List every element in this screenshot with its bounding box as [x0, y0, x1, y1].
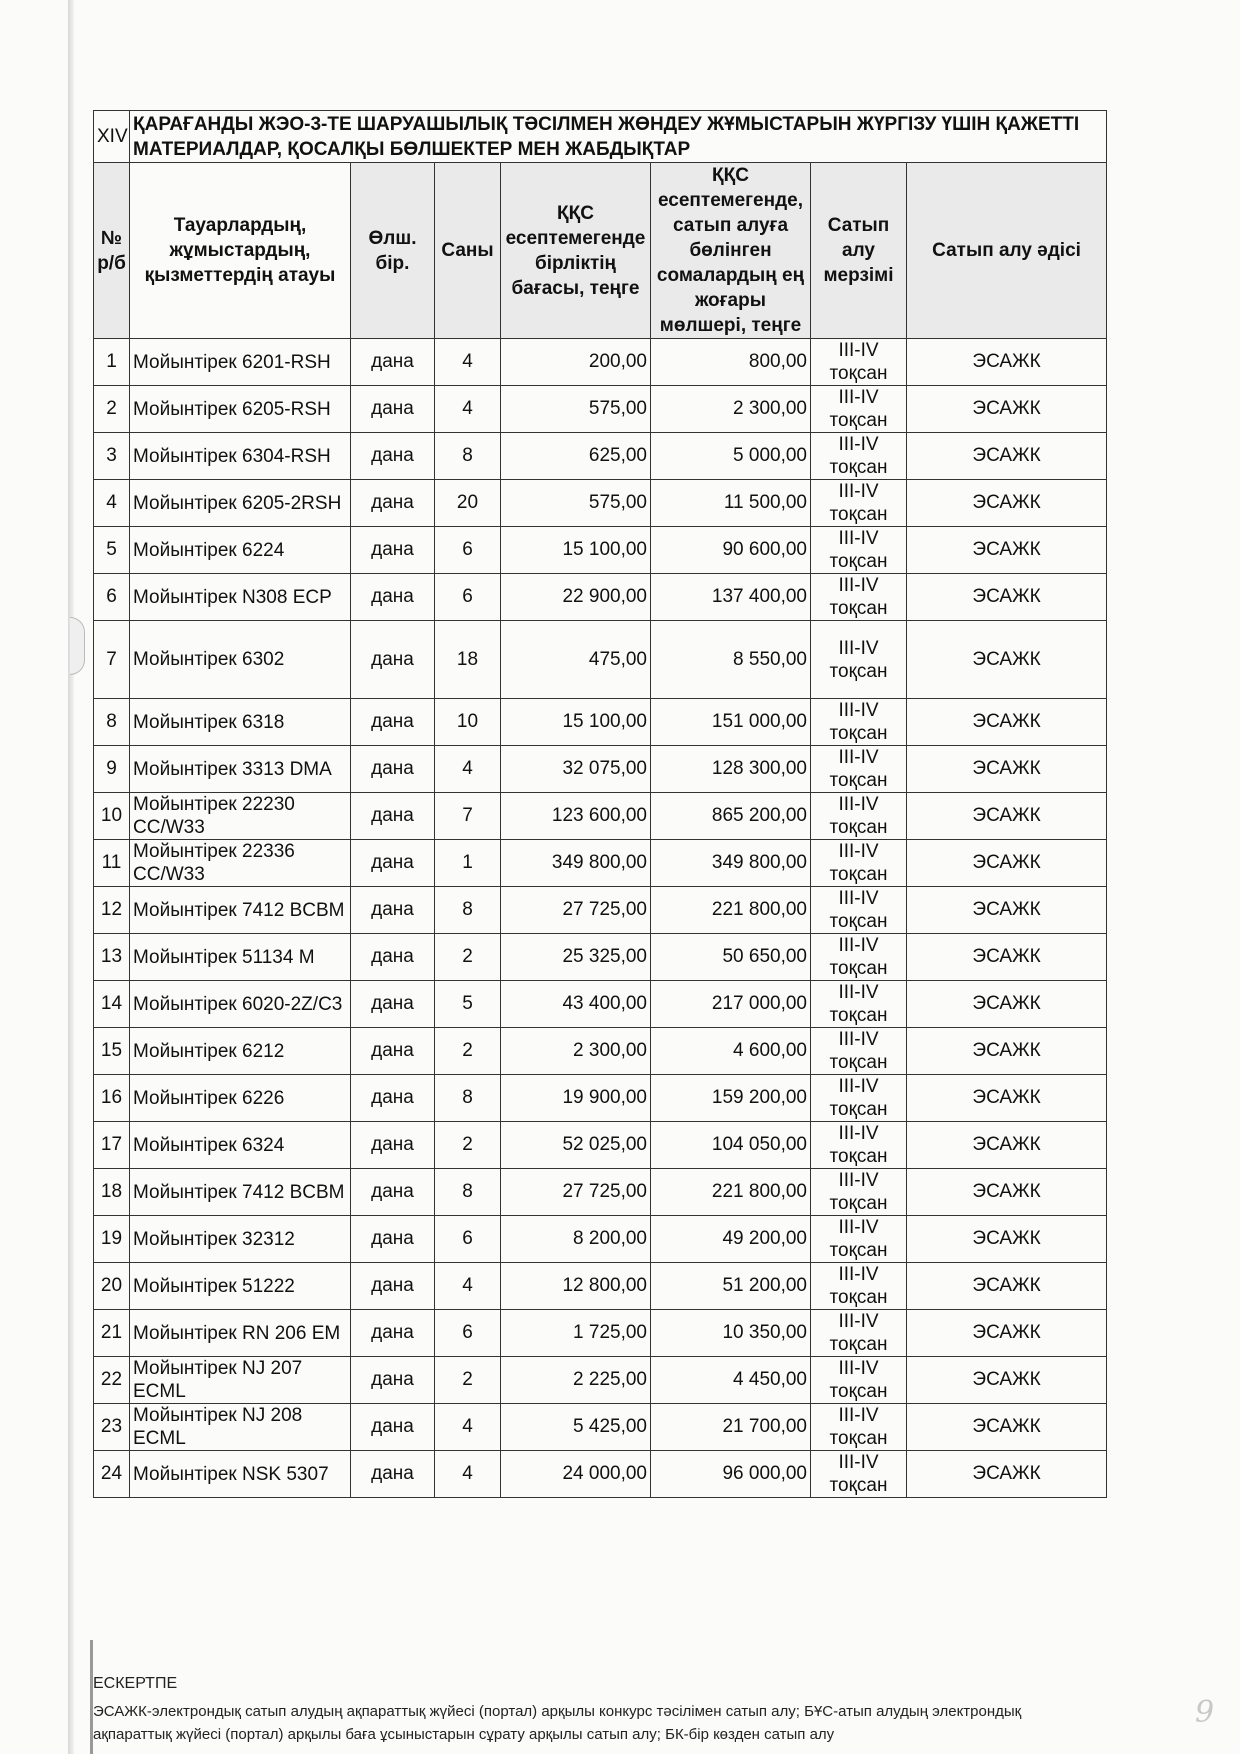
col-header-method: Сатып алу әдісі	[907, 163, 1107, 339]
item-name: Мойынтірек 6302	[130, 621, 351, 699]
period-cell: III-IV тоқсан	[811, 574, 907, 621]
unit-cell: дана	[351, 339, 435, 386]
unit-price-cell: 2 225,00	[501, 1357, 651, 1404]
quantity-cell: 6	[435, 574, 501, 621]
table-row	[94, 1169, 1107, 1216]
quantity-cell: 8	[435, 887, 501, 934]
row-number: 2	[94, 386, 130, 433]
col-header-name: Тауарлардың, жұмыстардың, қызметтердің атауы	[130, 163, 351, 339]
unit-price-cell: 12 800,00	[501, 1263, 651, 1310]
method-cell: ЭСАЖК	[907, 1028, 1107, 1075]
row-number: 8	[94, 699, 130, 746]
method-cell: ЭСАЖК	[907, 574, 1107, 621]
note-text: ЭСАЖК-электрондық сатып алудың ақпараттық жүйесі (портал) арқылы конкурс тәсілімен сатып алу; БҰС-атып алудың электрондық ақпараттық жүйесі (портал) арқылы баға ұсыныстарын сұрату арқылы сатып алу; БК-бір көзден сатып алу	[93, 1703, 1022, 1743]
period-cell: III-IV тоқсан	[811, 887, 907, 934]
item-name: Мойынтірек 6324	[130, 1122, 351, 1169]
row-number: 6	[94, 574, 130, 621]
unit-cell: дана	[351, 574, 435, 621]
period-cell: III-IV тоқсан	[811, 433, 907, 480]
col-header-total: ҚҚС есептемегенде, сатып алуға бөлінген сомалардың ең жоғары мөлшері, теңге	[651, 163, 811, 339]
table-row	[94, 433, 1107, 480]
item-name: Мойынтірек 51134 M	[130, 934, 351, 981]
row-number: 4	[94, 480, 130, 527]
period-cell: III-IV тоқсан	[811, 339, 907, 386]
unit-price-cell: 475,00	[501, 621, 651, 699]
row-number: 14	[94, 981, 130, 1028]
row-number: 12	[94, 887, 130, 934]
row-number: 17	[94, 1122, 130, 1169]
method-cell: ЭСАЖК	[907, 1216, 1107, 1263]
period-cell: III-IV тоқсан	[811, 1357, 907, 1404]
table-row	[94, 1216, 1107, 1263]
method-cell: ЭСАЖК	[907, 793, 1107, 840]
method-cell: ЭСАЖК	[907, 1263, 1107, 1310]
unit-price-cell: 22 900,00	[501, 574, 651, 621]
row-number: 16	[94, 1075, 130, 1122]
item-name: Мойынтірек N308 ECP	[130, 574, 351, 621]
total-amount-cell: 8 550,00	[651, 621, 811, 699]
period-cell: III-IV тоқсан	[811, 840, 907, 887]
quantity-cell: 7	[435, 793, 501, 840]
table-row	[94, 527, 1107, 574]
total-amount-cell: 2 300,00	[651, 386, 811, 433]
method-cell: ЭСАЖК	[907, 1451, 1107, 1498]
method-cell: ЭСАЖК	[907, 887, 1107, 934]
total-amount-cell: 221 800,00	[651, 887, 811, 934]
table-row	[94, 1451, 1107, 1498]
item-name: Мойынтірек 7412 BCBM	[130, 887, 351, 934]
total-amount-cell: 137 400,00	[651, 574, 811, 621]
method-cell: ЭСАЖК	[907, 386, 1107, 433]
unit-cell: дана	[351, 433, 435, 480]
quantity-cell: 6	[435, 527, 501, 574]
unit-cell: дана	[351, 1122, 435, 1169]
method-cell: ЭСАЖК	[907, 1357, 1107, 1404]
period-cell: III-IV тоқсан	[811, 1263, 907, 1310]
method-cell: ЭСАЖК	[907, 433, 1107, 480]
period-cell: III-IV тоқсан	[811, 981, 907, 1028]
table-row	[94, 746, 1107, 793]
item-name: Мойынтірек 7412 BCBM	[130, 1169, 351, 1216]
unit-price-cell: 15 100,00	[501, 699, 651, 746]
period-cell: III-IV тоқсан	[811, 793, 907, 840]
row-number: 9	[94, 746, 130, 793]
table-row	[94, 1310, 1107, 1357]
quantity-cell: 8	[435, 1075, 501, 1122]
item-name: Мойынтірек 51222	[130, 1263, 351, 1310]
unit-price-cell: 2 300,00	[501, 1028, 651, 1075]
method-cell: ЭСАЖК	[907, 934, 1107, 981]
unit-cell: дана	[351, 1310, 435, 1357]
item-name: Мойынтірек 6224	[130, 527, 351, 574]
unit-cell: дана	[351, 887, 435, 934]
col-header-qty: Саны	[435, 163, 501, 339]
item-name: Мойынтірек 3313 DMA	[130, 746, 351, 793]
quantity-cell: 10	[435, 699, 501, 746]
total-amount-cell: 159 200,00	[651, 1075, 811, 1122]
method-cell: ЭСАЖК	[907, 1310, 1107, 1357]
unit-cell: дана	[351, 934, 435, 981]
item-name: Мойынтірек NJ 207 ECML	[130, 1357, 351, 1404]
note-heading: ЕСКЕРТПЕ	[93, 1675, 178, 1692]
total-amount-cell: 151 000,00	[651, 699, 811, 746]
col-header-period: Сатып алу мерзімі	[811, 163, 907, 339]
total-amount-cell: 221 800,00	[651, 1169, 811, 1216]
unit-price-cell: 5 425,00	[501, 1404, 651, 1451]
table-row	[94, 887, 1107, 934]
unit-cell: дана	[351, 1451, 435, 1498]
unit-cell: дана	[351, 527, 435, 574]
unit-cell: дана	[351, 1404, 435, 1451]
unit-cell: дана	[351, 1357, 435, 1404]
scan-binding-shadow	[68, 0, 74, 1754]
item-name: Мойынтірек 6205-RSH	[130, 386, 351, 433]
item-name: Мойынтірек 6201-RSH	[130, 339, 351, 386]
quantity-cell: 6	[435, 1216, 501, 1263]
unit-price-cell: 27 725,00	[501, 887, 651, 934]
total-amount-cell: 50 650,00	[651, 934, 811, 981]
total-amount-cell: 49 200,00	[651, 1216, 811, 1263]
method-cell: ЭСАЖК	[907, 699, 1107, 746]
item-name: Мойынтірек 6020-2Z/C3	[130, 981, 351, 1028]
item-name: Мойынтірек 22230 CC/W33	[130, 793, 351, 840]
row-number: 5	[94, 527, 130, 574]
quantity-cell: 18	[435, 621, 501, 699]
unit-cell: дана	[351, 1075, 435, 1122]
table-row	[94, 1028, 1107, 1075]
unit-price-cell: 575,00	[501, 386, 651, 433]
total-amount-cell: 21 700,00	[651, 1404, 811, 1451]
unit-price-cell: 1 725,00	[501, 1310, 651, 1357]
item-name: Мойынтірек 6318	[130, 699, 351, 746]
quantity-cell: 1	[435, 840, 501, 887]
page-mark: 9	[1195, 1695, 1215, 1730]
row-number: 10	[94, 793, 130, 840]
unit-price-cell: 15 100,00	[501, 527, 651, 574]
total-amount-cell: 96 000,00	[651, 1451, 811, 1498]
table-row	[94, 480, 1107, 527]
punch-hole	[70, 617, 85, 675]
total-amount-cell: 349 800,00	[651, 840, 811, 887]
row-number: 24	[94, 1451, 130, 1498]
unit-price-cell: 349 800,00	[501, 840, 651, 887]
quantity-cell: 6	[435, 1310, 501, 1357]
section-number: XIV	[94, 111, 130, 163]
unit-cell: дана	[351, 621, 435, 699]
total-amount-cell: 51 200,00	[651, 1263, 811, 1310]
quantity-cell: 8	[435, 433, 501, 480]
section-title-row	[94, 111, 1107, 163]
unit-price-cell: 575,00	[501, 480, 651, 527]
row-number: 23	[94, 1404, 130, 1451]
unit-cell: дана	[351, 793, 435, 840]
period-cell: III-IV тоқсан	[811, 1075, 907, 1122]
total-amount-cell: 90 600,00	[651, 527, 811, 574]
unit-cell: дана	[351, 1263, 435, 1310]
period-cell: III-IV тоқсан	[811, 1404, 907, 1451]
total-amount-cell: 4 450,00	[651, 1357, 811, 1404]
quantity-cell: 4	[435, 746, 501, 793]
period-cell: III-IV тоқсан	[811, 1122, 907, 1169]
period-cell: III-IV тоқсан	[811, 1169, 907, 1216]
row-number: 21	[94, 1310, 130, 1357]
unit-price-cell: 24 000,00	[501, 1451, 651, 1498]
method-cell: ЭСАЖК	[907, 1169, 1107, 1216]
table-row	[94, 386, 1107, 433]
unit-cell: дана	[351, 981, 435, 1028]
col-header-unit: Өлш. бір.	[351, 163, 435, 339]
row-number: 19	[94, 1216, 130, 1263]
unit-price-cell: 200,00	[501, 339, 651, 386]
unit-price-cell: 625,00	[501, 433, 651, 480]
quantity-cell: 2	[435, 1122, 501, 1169]
total-amount-cell: 128 300,00	[651, 746, 811, 793]
quantity-cell: 5	[435, 981, 501, 1028]
period-cell: III-IV тоқсан	[811, 1310, 907, 1357]
row-number: 20	[94, 1263, 130, 1310]
unit-price-cell: 19 900,00	[501, 1075, 651, 1122]
row-number: 18	[94, 1169, 130, 1216]
unit-cell: дана	[351, 1216, 435, 1263]
item-name: Мойынтірек 6226	[130, 1075, 351, 1122]
unit-price-cell: 43 400,00	[501, 981, 651, 1028]
unit-price-cell: 25 325,00	[501, 934, 651, 981]
item-name: Мойынтірек 6205-2RSH	[130, 480, 351, 527]
unit-price-cell: 52 025,00	[501, 1122, 651, 1169]
quantity-cell: 2	[435, 934, 501, 981]
item-name: Мойынтірек NJ 208 ECML	[130, 1404, 351, 1451]
period-cell: III-IV тоқсан	[811, 1028, 907, 1075]
period-cell: III-IV тоқсан	[811, 1451, 907, 1498]
item-name: Мойынтірек NSK 5307	[130, 1451, 351, 1498]
quantity-cell: 8	[435, 1169, 501, 1216]
table-row	[94, 840, 1107, 887]
period-cell: III-IV тоқсан	[811, 746, 907, 793]
period-cell: III-IV тоқсан	[811, 527, 907, 574]
quantity-cell: 2	[435, 1028, 501, 1075]
item-name: Мойынтірек 22336 CC/W33	[130, 840, 351, 887]
total-amount-cell: 4 600,00	[651, 1028, 811, 1075]
row-number: 11	[94, 840, 130, 887]
unit-price-cell: 27 725,00	[501, 1169, 651, 1216]
unit-cell: дана	[351, 840, 435, 887]
period-cell: III-IV тоқсан	[811, 934, 907, 981]
section-title: ҚАРАҒАНДЫ ЖЭО-3-ТЕ ШАРУАШЫЛЫҚ ТӘСІЛМЕН ЖӨНДЕУ ЖҰМЫСТАРЫН ЖҮРГІЗУ ҮШІН ҚАЖЕТТІ МАТЕРИАЛДАР, ҚОСАЛҚЫ БӨЛШЕКТЕР МЕН ЖАБДЫҚТАР	[130, 111, 1107, 163]
total-amount-cell: 5 000,00	[651, 433, 811, 480]
method-cell: ЭСАЖК	[907, 339, 1107, 386]
unit-cell: дана	[351, 746, 435, 793]
method-cell: ЭСАЖК	[907, 840, 1107, 887]
quantity-cell: 2	[435, 1357, 501, 1404]
item-name: Мойынтірек 6212	[130, 1028, 351, 1075]
item-name: Мойынтірек RN 206 EM	[130, 1310, 351, 1357]
method-cell: ЭСАЖК	[907, 1122, 1107, 1169]
procurement-table	[93, 110, 1107, 1498]
table-row	[94, 793, 1107, 840]
total-amount-cell: 104 050,00	[651, 1122, 811, 1169]
unit-cell: дана	[351, 1028, 435, 1075]
total-amount-cell: 865 200,00	[651, 793, 811, 840]
unit-price-cell: 8 200,00	[501, 1216, 651, 1263]
table-row	[94, 339, 1107, 386]
unit-cell: дана	[351, 386, 435, 433]
method-cell: ЭСАЖК	[907, 1404, 1107, 1451]
row-number: 22	[94, 1357, 130, 1404]
method-cell: ЭСАЖК	[907, 621, 1107, 699]
col-header-num: № р/б	[94, 163, 130, 339]
unit-price-cell: 123 600,00	[501, 793, 651, 840]
table-row	[94, 1404, 1107, 1451]
row-number: 1	[94, 339, 130, 386]
period-cell: III-IV тоқсан	[811, 699, 907, 746]
total-amount-cell: 11 500,00	[651, 480, 811, 527]
row-number: 3	[94, 433, 130, 480]
table-row	[94, 1357, 1107, 1404]
quantity-cell: 4	[435, 1451, 501, 1498]
method-cell: ЭСАЖК	[907, 480, 1107, 527]
table-row	[94, 934, 1107, 981]
method-cell: ЭСАЖК	[907, 981, 1107, 1028]
row-number: 7	[94, 621, 130, 699]
quantity-cell: 4	[435, 386, 501, 433]
table-row	[94, 1075, 1107, 1122]
method-cell: ЭСАЖК	[907, 746, 1107, 793]
item-name: Мойынтірек 6304-RSH	[130, 433, 351, 480]
table-row	[94, 621, 1107, 699]
table-row	[94, 1122, 1107, 1169]
quantity-cell: 20	[435, 480, 501, 527]
period-cell: III-IV тоқсан	[811, 386, 907, 433]
quantity-cell: 4	[435, 1263, 501, 1310]
period-cell: III-IV тоқсан	[811, 621, 907, 699]
total-amount-cell: 10 350,00	[651, 1310, 811, 1357]
row-number: 13	[94, 934, 130, 981]
item-name: Мойынтірек 32312	[130, 1216, 351, 1263]
col-header-price: ҚҚС есептемегенде бірліктің бағасы, теңге	[501, 163, 651, 339]
unit-cell: дана	[351, 699, 435, 746]
unit-price-cell: 32 075,00	[501, 746, 651, 793]
column-header-row	[94, 163, 1107, 339]
period-cell: III-IV тоқсан	[811, 1216, 907, 1263]
table-row	[94, 574, 1107, 621]
table-row	[94, 981, 1107, 1028]
unit-cell: дана	[351, 480, 435, 527]
method-cell: ЭСАЖК	[907, 1075, 1107, 1122]
unit-cell: дана	[351, 1169, 435, 1216]
table-body	[94, 339, 1107, 1498]
total-amount-cell: 800,00	[651, 339, 811, 386]
quantity-cell: 4	[435, 1404, 501, 1451]
row-number: 15	[94, 1028, 130, 1075]
table-row	[94, 699, 1107, 746]
total-amount-cell: 217 000,00	[651, 981, 811, 1028]
period-cell: III-IV тоқсан	[811, 480, 907, 527]
table-row	[94, 1263, 1107, 1310]
quantity-cell: 4	[435, 339, 501, 386]
method-cell: ЭСАЖК	[907, 527, 1107, 574]
